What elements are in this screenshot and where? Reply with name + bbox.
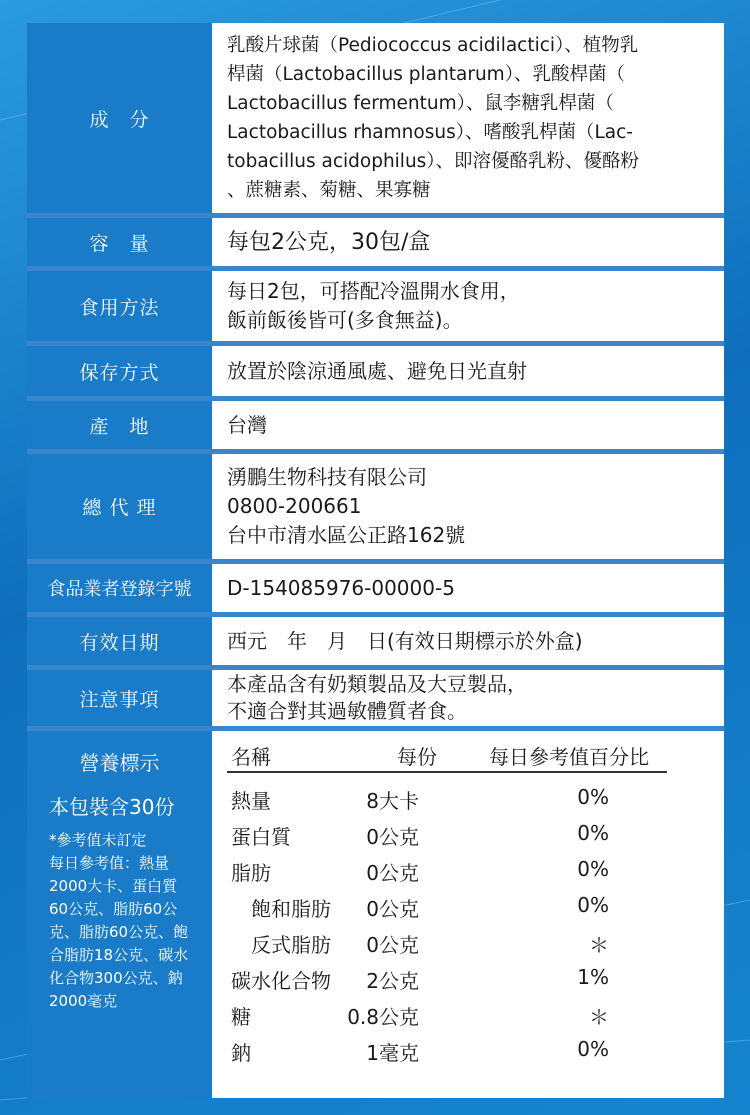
row-storage (27, 346, 724, 396)
daily-percent: 0% (577, 821, 609, 845)
note-line: 2000大卡、蛋白質 (49, 877, 178, 895)
row-expiry (27, 617, 724, 665)
daily-percent: 0% (577, 1037, 609, 1061)
table-row (227, 779, 667, 815)
value-notice (227, 670, 716, 726)
table-row (227, 923, 667, 959)
text-line: D-154085976-00000-5 (227, 575, 455, 600)
text-line: 桿菌（Lactobacillus plantarum）、乳酸桿菌（ (227, 64, 625, 85)
row-ingredients (27, 23, 724, 213)
table-row (227, 851, 667, 887)
address: 台中市清水區公正路162號 (227, 523, 466, 547)
per-serving: 0.8公克 (347, 1005, 419, 1029)
header-name: 名稱 (231, 745, 271, 769)
nutrient-name: 脂肪 (231, 861, 271, 885)
serving-count: 本包裝含30份 (49, 795, 175, 819)
nutrient-name: 反式脂肪 (231, 933, 331, 957)
header-daily-percent: 每日參考值百分比 (489, 745, 649, 769)
nutrient-name: 蛋白質 (231, 825, 291, 849)
daily-percent: 1% (577, 965, 609, 989)
text-line: 每日2包，可搭配冷溫開水食用， (227, 279, 520, 303)
label-origin: 產 地 (89, 415, 150, 438)
value-distributor (227, 454, 716, 559)
row-registration (27, 564, 724, 612)
value-expiry (227, 617, 716, 665)
label-ingredients: 成 分 (89, 108, 150, 131)
text-line: 西元 年 月 日(有效日期標示於外盒) (227, 628, 583, 653)
per-serving: 1毫克 (366, 1041, 419, 1065)
text-line: Lactobacillus rhamnosus）、嗜酸乳桿菌（Lac- (227, 122, 633, 143)
nutrient-name: 碳水化合物 (231, 969, 331, 993)
per-serving: 2公克 (366, 969, 419, 993)
per-serving: 0公克 (366, 825, 419, 849)
per-serving: 8大卡 (366, 789, 419, 813)
per-serving: 0公克 (366, 897, 419, 921)
company-name: 湧鵬生物科技有限公司 (227, 465, 427, 489)
per-serving: 0公克 (366, 933, 419, 957)
row-notice (27, 670, 724, 726)
value-registration (227, 564, 716, 612)
label-storage: 保存方式 (79, 361, 160, 384)
label-capacity: 容 量 (89, 232, 150, 255)
note-line: 每日參考值：熱量 (49, 854, 170, 872)
value-origin (227, 401, 716, 449)
note-line: 克、脂肪60公克、飽 (49, 923, 189, 941)
nutrient-name: 糖 (231, 1005, 251, 1029)
nutrition-title: 營養標示 (79, 751, 160, 775)
daily-percent: 0% (577, 785, 609, 809)
note-line: *參考值未訂定 (49, 831, 147, 849)
header-per-serving: 每份 (397, 745, 437, 769)
value-ingredients (227, 23, 716, 213)
text-line: 、蔗糖素、菊糖、果寡糖 (227, 180, 431, 201)
note-line: 化合物300公克、鈉 (49, 969, 183, 987)
value-capacity (227, 218, 716, 266)
daily-percent: ＊ (589, 1005, 609, 1029)
table-row (227, 887, 667, 923)
table-row (227, 995, 667, 1031)
nutrient-name: 熱量 (231, 789, 271, 813)
per-serving: 0公克 (366, 861, 419, 885)
text-line: tobacillus acidophilus）、即溶優酪乳粉、優酪粉 (227, 151, 640, 172)
row-usage (27, 271, 724, 341)
label-registration: 食品業者登錄字號 (47, 579, 192, 600)
label-distributor: 總 代 理 (82, 497, 157, 519)
text-line: 本產品含有奶類製品及大豆製品， (227, 672, 527, 696)
text-line: 不適合對其過敏體質者食。 (227, 699, 467, 723)
text-line: 台灣 (227, 412, 267, 437)
table-row (227, 959, 667, 995)
nutrient-name: 鈉 (231, 1041, 251, 1065)
value-storage (227, 346, 716, 396)
text-line: 每包2公克，30包/盒 (227, 229, 431, 255)
note-line: 60公克、脂肪60公 (49, 900, 178, 918)
daily-percent: 0% (577, 857, 609, 881)
label-usage: 食用方法 (79, 296, 160, 319)
reference-note (49, 829, 209, 1013)
text-line: 放置於陰涼通風處、避免日光直射 (227, 358, 527, 383)
product-info-card (27, 23, 724, 1098)
note-line: 2000毫克 (49, 992, 118, 1010)
phone-number: 0800-200661 (227, 494, 362, 518)
label-expiry: 有效日期 (79, 631, 160, 654)
row-origin (27, 401, 724, 449)
value-usage (227, 271, 716, 341)
text-line: 飯前飯後皆可(多食無益)。 (227, 308, 463, 332)
table-row (227, 815, 667, 851)
daily-percent: 0% (577, 893, 609, 917)
row-divider (27, 726, 724, 731)
row-distributor (27, 454, 724, 559)
daily-percent: ＊ (589, 933, 609, 957)
text-line: 乳酸片球菌（Pediococcus acidilactici）、植物乳 (227, 35, 639, 56)
text-line: Lactobacillus fermentum）、鼠李糖乳桿菌（ (227, 93, 614, 114)
row-capacity (27, 218, 724, 266)
note-line: 合脂肪18公克、碳水 (49, 946, 189, 964)
table-row (227, 1031, 667, 1067)
nutrient-name: 飽和脂肪 (231, 897, 331, 921)
nutrition-table-header (227, 735, 667, 773)
label-notice: 注意事項 (79, 688, 160, 711)
